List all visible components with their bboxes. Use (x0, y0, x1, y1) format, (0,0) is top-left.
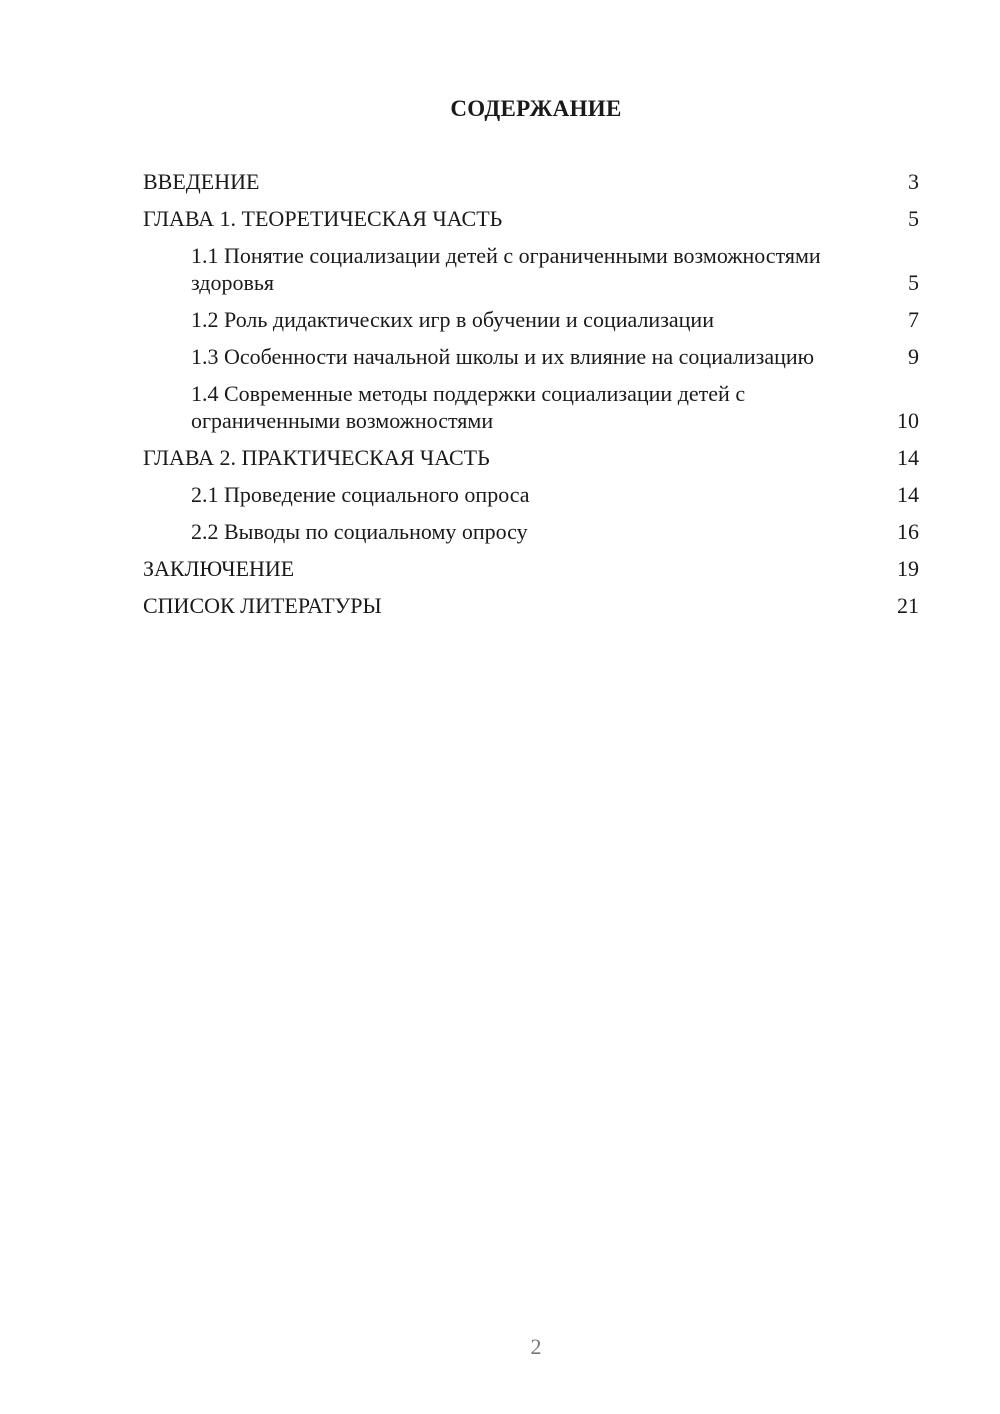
toc-entry-chapter-2[interactable] (143, 444, 919, 471)
toc-entry-page: 19 (897, 556, 919, 581)
toc-entry-label: 2.2 Выводы по социальному опросу (191, 519, 528, 544)
toc-entry-conclusion[interactable] (143, 555, 919, 582)
toc-entry-page: 9 (908, 344, 919, 369)
toc-entry-page: 3 (908, 169, 919, 194)
table-of-contents (143, 168, 919, 629)
toc-entry-page: 21 (897, 593, 919, 618)
toc-entry-page: 14 (897, 445, 919, 470)
toc-entry-label: СПИСОК ЛИТЕРАТУРЫ (143, 593, 382, 618)
toc-entry-label: 1.3 Особенности начальной школы и их влияние на социализацию (191, 344, 815, 369)
toc-entry-chapter-1[interactable] (143, 205, 919, 232)
toc-entry-label: ГЛАВА 2. ПРАКТИЧЕСКАЯ ЧАСТЬ (143, 445, 490, 470)
toc-entry-page: 7 (908, 307, 919, 332)
toc-entry-label: ЗАКЛЮЧЕНИЕ (143, 556, 295, 581)
toc-entry-page: 5 (908, 206, 919, 231)
toc-entry-section-1-3[interactable] (143, 343, 919, 370)
toc-entry-section-1-2[interactable] (143, 306, 919, 333)
toc-entry-label: 1.2 Роль дидактических игр в обучении и социализации (191, 307, 714, 332)
toc-entry-page: 16 (897, 519, 919, 544)
toc-entry-page: 14 (897, 482, 919, 507)
toc-entry-section-1-4[interactable] (143, 380, 919, 434)
toc-entry-page: 5 (908, 270, 919, 295)
toc-entry-label: 1.1 Понятие социализации детей с ограниченными возможностями здоровья (191, 243, 821, 295)
toc-entry-label: 1.4 Современные методы поддержки социализации детей с ограниченными возможностями (191, 381, 746, 433)
toc-entry-references[interactable] (143, 592, 919, 619)
toc-entry-section-2-2[interactable] (143, 518, 919, 545)
toc-entry-section-1-1[interactable] (143, 242, 919, 296)
toc-entry-label: ВВЕДЕНИЕ (143, 169, 260, 194)
toc-title: СОДЕРЖАНИЕ (450, 96, 622, 121)
toc-entry-introduction[interactable] (143, 168, 919, 195)
toc-entry-label: ГЛАВА 1. ТЕОРЕТИЧЕСКАЯ ЧАСТЬ (143, 206, 503, 231)
toc-entry-page: 10 (897, 408, 919, 433)
toc-entry-label: 2.1 Проведение социального опроса (191, 482, 530, 507)
toc-entry-section-2-1[interactable] (143, 481, 919, 508)
page-number: 2 (530, 1334, 542, 1359)
